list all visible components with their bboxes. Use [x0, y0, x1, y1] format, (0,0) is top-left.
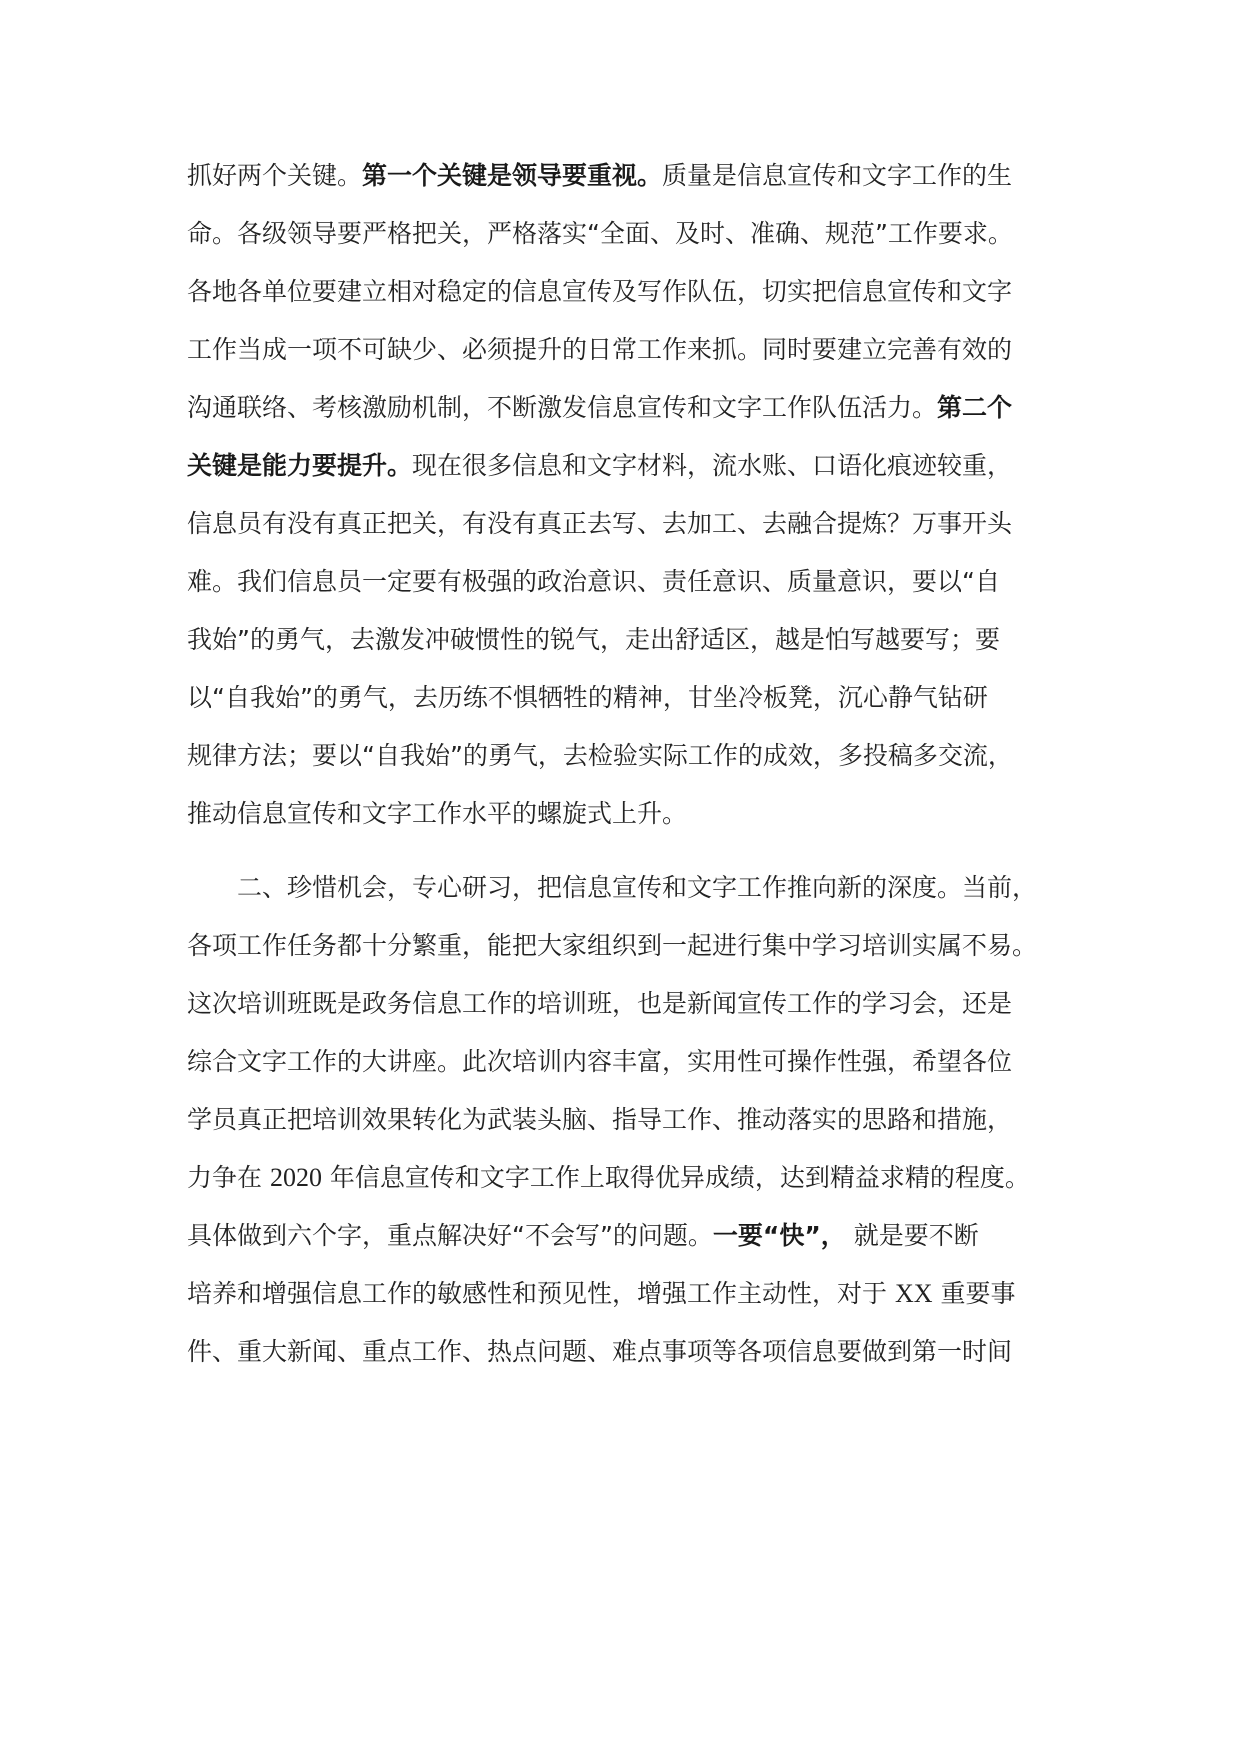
text-run: 年信息宣传和文字工作上取得优异成绩，达到精益求精的程度。	[329, 1163, 1030, 1192]
bold-heading-second-key: 第二个	[937, 393, 1013, 422]
text-line	[187, 446, 1012, 486]
text-run: 就是要不断	[853, 1221, 979, 1250]
text-run: 力争在	[187, 1163, 263, 1192]
section-heading-line: 二、珍惜机会，专心研习，把信息宣传和文字工作推向新的深度。当前，	[237, 873, 1038, 902]
text-run: 重要事	[940, 1279, 1016, 1308]
text-run: 具体做到六个字，重点解决好“不会写”的问题。	[187, 1221, 713, 1250]
text-line: 以“自我始”的勇气，去历练不惧牺牲的精神，甘坐冷板凳，沉心静气钻研	[187, 683, 988, 712]
text-run: 现在很多信息和文字材料，流水账、口语化痕迹较重，	[412, 451, 1013, 480]
text-run: 抓好两个关键。	[187, 161, 363, 190]
text-line	[187, 1274, 1016, 1314]
text-line: 件、重大新闻、重点工作、热点问题、难点事项等各项信息要做到第一时间	[187, 1337, 1013, 1366]
text-run: 沟通联络、考核激励机制，不断激发信息宣传和文字工作队伍活力。	[187, 393, 938, 422]
bold-heading-fast: 一要“快”，	[712, 1221, 846, 1250]
text-line: 信息员有没有真正把关，有没有真正去写、去加工、去融合提炼？万事开头	[187, 509, 1013, 538]
text-line	[187, 156, 1012, 196]
text-line: 规律方法；要以“自我始”的勇气，去检验实际工作的成效，多投稿多交流，	[187, 741, 1013, 770]
text-line: 命。各级领导要严格把关，严格落实“全面、及时、准确、规范”工作要求。	[187, 219, 1013, 248]
text-run: 质量是信息宣传和文字工作的生	[662, 161, 1013, 190]
text-line: 综合文字工作的大讲座。此次培训内容丰富，实用性可操作性强，希望各位	[187, 1047, 1013, 1076]
text-line: 难。我们信息员一定要有极强的政治意识、责任意识、质量意识，要以“自	[187, 567, 1000, 596]
text-line	[187, 1158, 1030, 1198]
bold-heading-second-key-cont: 关键是能力要提升。	[187, 451, 413, 480]
text-line	[187, 1216, 979, 1256]
text-line: 推动信息宣传和文字工作水平的螺旋式上升。	[187, 799, 688, 828]
text-line: 学员真正把培训效果转化为武装头脑、指导工作、推动落实的思路和措施，	[187, 1105, 1013, 1134]
text-line	[187, 388, 1012, 428]
text-run: 培养和增强信息工作的敏感性和预见性，增强工作主动性，对于	[187, 1279, 888, 1308]
text-line: 各项工作任务都十分繁重，能把大家组织到一起进行集中学习培训实属不易。	[187, 931, 1038, 960]
text-line: 工作当成一项不可缺少、必须提升的日常工作来抓。同时要建立完善有效的	[187, 335, 1013, 364]
text-line: 各地各单位要建立相对稳定的信息宣传及写作队伍，切实把信息宣传和文字	[187, 277, 1013, 306]
year-number: 2020	[269, 1163, 322, 1192]
placeholder-xx: XX	[894, 1279, 933, 1308]
text-line: 我始”的勇气，去激发冲破惯性的锐气，走出舒适区，越是怕写越要写；要	[187, 625, 1000, 654]
text-line: 这次培训班既是政务信息工作的培训班，也是新闻宣传工作的学习会，还是	[187, 989, 1013, 1018]
bold-heading-first-key: 第一个关键是领导要重视。	[362, 161, 663, 190]
